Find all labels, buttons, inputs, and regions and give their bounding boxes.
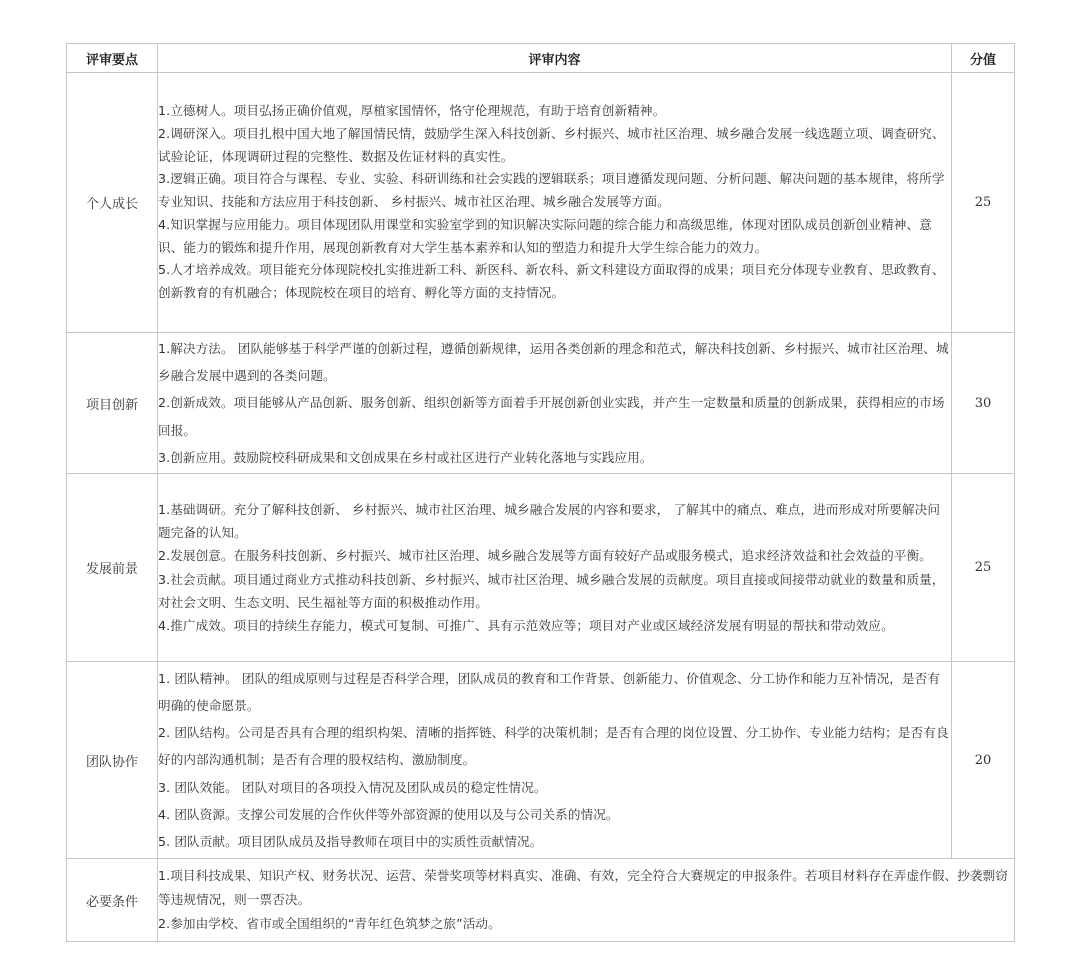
header-score: 分值 xyxy=(952,44,1015,73)
table-row-team-collaboration xyxy=(67,662,1015,859)
criterion-item: 1.解决方法。 团队能够基于科学严谨的创新过程，遵循创新规律，运用各类创新的理念和范式，解决科技创新、乡村振兴、城市社区治理、城乡融合发展中遇到的各类问题。 xyxy=(158,340,949,384)
criterion-item: 1.基础调研。充分了解科技创新、 乡村振兴、城市社区治理、城乡融合发展的内容和要求， 了解其中的痛点、难点，进而形成对所要解决问题完备的认知。 xyxy=(158,501,941,541)
table-row-project-innovation xyxy=(67,333,1015,474)
criterion-item: 3.社会贡献。项目通过商业方式推动科技创新、乡村振兴、城市社区治理、城乡融合发展的贡献度。项目直接或间接带动就业的数量和质量，对社会文明、生态文明、民生福祉等方面的积极推动作用。 xyxy=(158,571,945,610)
criterion-item: 5. 团队贡献。项目团队成员及指导教师在项目中的实质性贡献情况。 xyxy=(158,834,543,849)
criterion-content xyxy=(158,662,952,859)
criterion-score: 20 xyxy=(952,662,1015,859)
criterion-name: 个人成长 xyxy=(67,73,158,333)
criterion-content xyxy=(158,474,952,662)
criterion-content xyxy=(158,333,952,474)
criterion-item: 2. 团队结构。公司是否具有合理的组织构架、清晰的指挥链、科学的决策机制；是否有合理的岗位设置、分工协作、专业能力结构；是否有良好的内部沟通机制；是否有合理的股权结构、激励制度。 xyxy=(158,725,949,768)
criterion-name: 团队协作 xyxy=(67,662,158,859)
criterion-item: 3.逻辑正确。项目符合与课程、专业、实验、科研训练和社会实践的逻辑联系；项目遵循发现问题、分析问题、解决问题的基本规律，将所学专业知识、技能和方法应用于科技创新、 乡村振兴、城市社区治理、城乡融合发展等方面。 xyxy=(158,171,945,210)
table-row-development-prospect xyxy=(67,474,1015,662)
criterion-name: 发展前景 xyxy=(67,474,158,662)
criterion-item: 2.参加由学校、省市或全国组织的“青年红色筑梦之旅”活动。 xyxy=(158,916,501,931)
criterion-item: 2.创新成效。项目能够从产品创新、服务创新、组织创新等方面着手开展创新创业实践，并产生一定数量和质量的创新成果，获得相应的市场回报。 xyxy=(158,395,945,438)
criterion-item: 5.人才培养成效。项目能充分体现院校扎实推进新工科、新医科、新农科、新文科建设方面取得的成果；项目充分体现专业教育、思政教育、创新教育的有机融合；体现院校在项目的培育、孵化等方面的支持情况。 xyxy=(158,262,945,300)
header-content: 评审内容 xyxy=(158,44,952,73)
table-row-required-conditions xyxy=(67,859,1015,942)
criterion-name: 项目创新 xyxy=(67,333,158,474)
table-row-personal-growth xyxy=(67,73,1015,333)
criterion-name: 必要条件 xyxy=(67,859,158,942)
criterion-item: 4. 团队资源。支撑公司发展的合作伙伴等外部资源的使用以及与公司关系的情况。 xyxy=(158,806,619,822)
criterion-item: 1.项目科技成果、知识产权、财务状况、运营、荣誉奖项等材料真实、准确、有效，完全符合大赛规定的申报条件。若项目材料存在弄虚作假、抄袭剽窃等违规情况，则一票否决。 xyxy=(158,868,1009,907)
criterion-content xyxy=(158,859,1015,942)
criterion-item: 2.发展创意。在服务科技创新、乡村振兴、城市社区治理、城乡融合发展等方面有较好产品或服务模式，追求经济效益和社会效益的平衡。 xyxy=(158,548,932,564)
criterion-item: 4.推广成效。项目的持续生存能力，模式可复制、可推广、具有示范效应等；项目对产业或区域经济发展有明显的帮扶和带动效应。 xyxy=(158,617,894,633)
criterion-content xyxy=(158,73,952,333)
header-key: 评审要点 xyxy=(67,44,158,73)
criterion-item: 3. 团队效能。 团队对项目的各项投入情况及团队成员的稳定性情况。 xyxy=(158,779,547,795)
criterion-item: 1.立德树人。项目弘扬正确价值观，厚植家国情怀，恪守伦理规范，有助于培育创新精神。 xyxy=(158,103,666,119)
criterion-item: 3.创新应用。鼓励院校科研成果和文创成果在乡村或社区进行产业转化落地与实践应用。 xyxy=(158,449,653,465)
table-header-row xyxy=(67,44,1015,73)
criterion-item: 1. 团队精神。 团队的组成原则与过程是否科学合理，团队成员的教育和工作背景、创新能力、价值观念、分工协作和能力互补情况，是否有明确的使命愿景。 xyxy=(158,670,941,713)
criterion-score: 30 xyxy=(952,333,1015,474)
criterion-item: 4.知识掌握与应用能力。项目体现团队用课堂和实验室学到的知识解决实际问题的综合能力和高级思维，体现对团队成员创新创业精神、意识、能力的锻炼和提升作用，展现创新教育对大学生基本素养和认知的塑造力和提升大学生综合能力的效力。 xyxy=(158,216,932,255)
criterion-score: 25 xyxy=(952,474,1015,662)
criteria-table xyxy=(66,43,1015,942)
criterion-item: 2.调研深入。项目扎根中国大地了解国情民情，鼓励学生深入科技创新、乡村振兴、城市社区治理、城乡融合发展一线选题立项、调查研究、试验论证，体现调研过程的完整性、数据及佐证材料的真实性。 xyxy=(158,126,945,164)
criterion-score: 25 xyxy=(952,73,1015,333)
